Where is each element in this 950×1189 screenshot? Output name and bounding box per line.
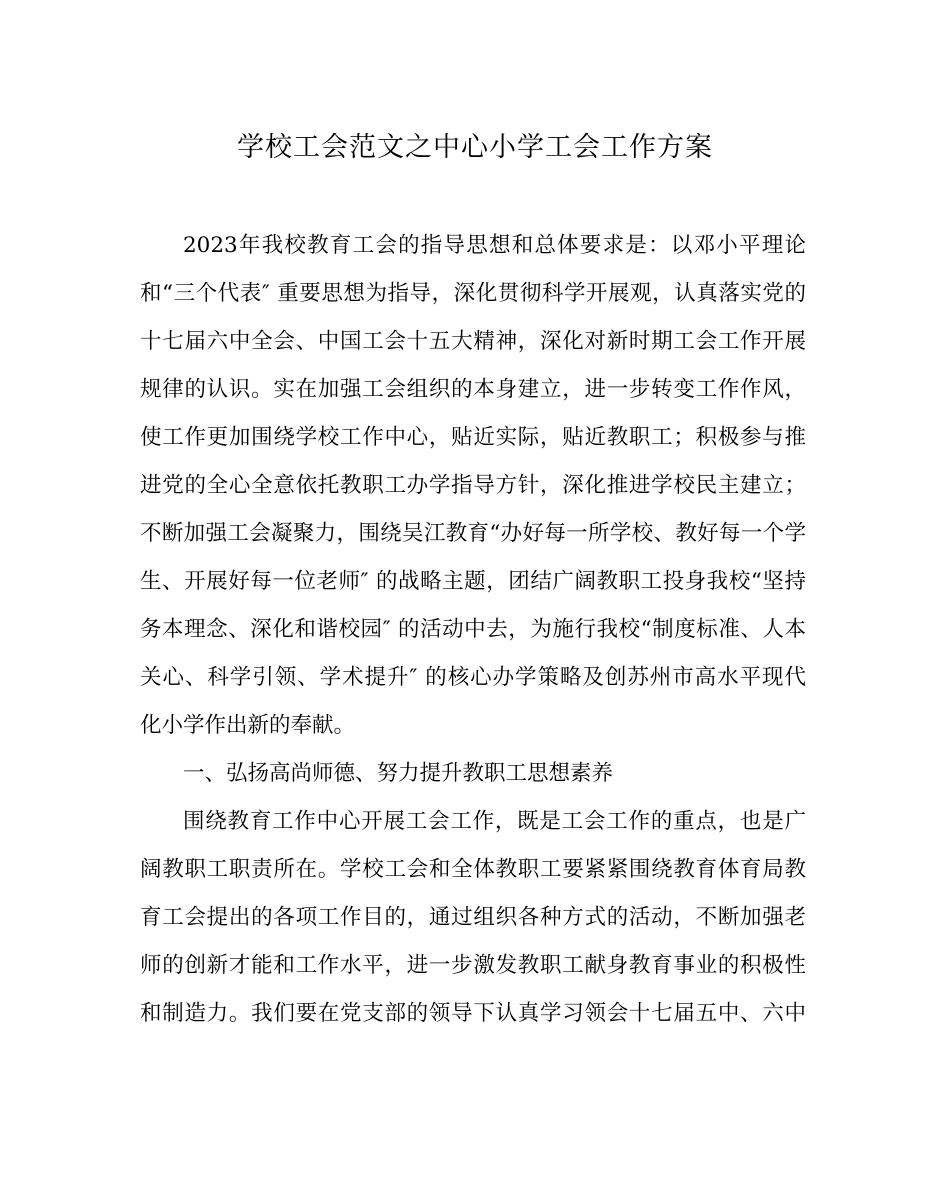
paragraph-line: 规律的认识。实在加强工会组织的本身建立，进一步转变工作作风， (140, 377, 806, 402)
paragraph-line: 生、开展好每一位老师″ 的战略主题，团结广阔教职工投身我校“坚持 (140, 569, 806, 594)
section-heading: 一、弘扬高尚师德、努力提升教职工思想素养 (183, 761, 614, 786)
paragraph-line: 2023年我校教育工会的指导思想和总体要求是：以邓小平理论 (183, 233, 806, 258)
paragraph-line: 关心、科学引领、学术提升″ 的核心办学策略及创苏州市高水平现代 (140, 665, 806, 690)
paragraph-line: 师的创新才能和工作水平，进一步激发教职工献身教育事业的积极性 (140, 953, 806, 978)
paragraph-line: 不断加强工会凝聚力，围绕吴江教育“办好每一所学校、教好每一个学 (140, 521, 806, 546)
document-body (140, 222, 806, 1038)
paragraph-line: 进党的全心全意依托教职工办学指导方针，深化推进学校民主建立； (140, 473, 806, 498)
paragraph-line: 阔教职工职责所在。学校工会和全体教职工要紧紧围绕教育体育局教 (140, 857, 806, 882)
paragraph-line: 和制造力。我们要在党支部的领导下认真学习领会十七届五中、六中 (140, 1001, 806, 1026)
paragraph-line: 围绕教育工作中心开展工会工作，既是工会工作的重点，也是广 (183, 809, 806, 834)
paragraph-line: 育工会提出的各项工作目的，通过组织各种方式的活动，不断加强老 (140, 905, 806, 930)
paragraph-line: 化小学作出新的奉献。 (140, 713, 356, 738)
paragraph-line: 十七届六中全会、中国工会十五大精神，深化对新时期工会工作开展 (140, 329, 806, 354)
document-title: 学校工会范文之中心小学工会工作方案 (237, 132, 713, 163)
paragraph-line: 务本理念、深化和谐校园″ 的活动中去，为施行我校“制度标准、人本 (140, 617, 806, 642)
paragraph-line: 使工作更加围绕学校工作中心，贴近实际，贴近教职工；积极参与推 (140, 425, 806, 450)
paragraph-line: 和“三个代表″ 重要思想为指导，深化贯彻科学开展观，认真落实党的 (140, 281, 806, 306)
